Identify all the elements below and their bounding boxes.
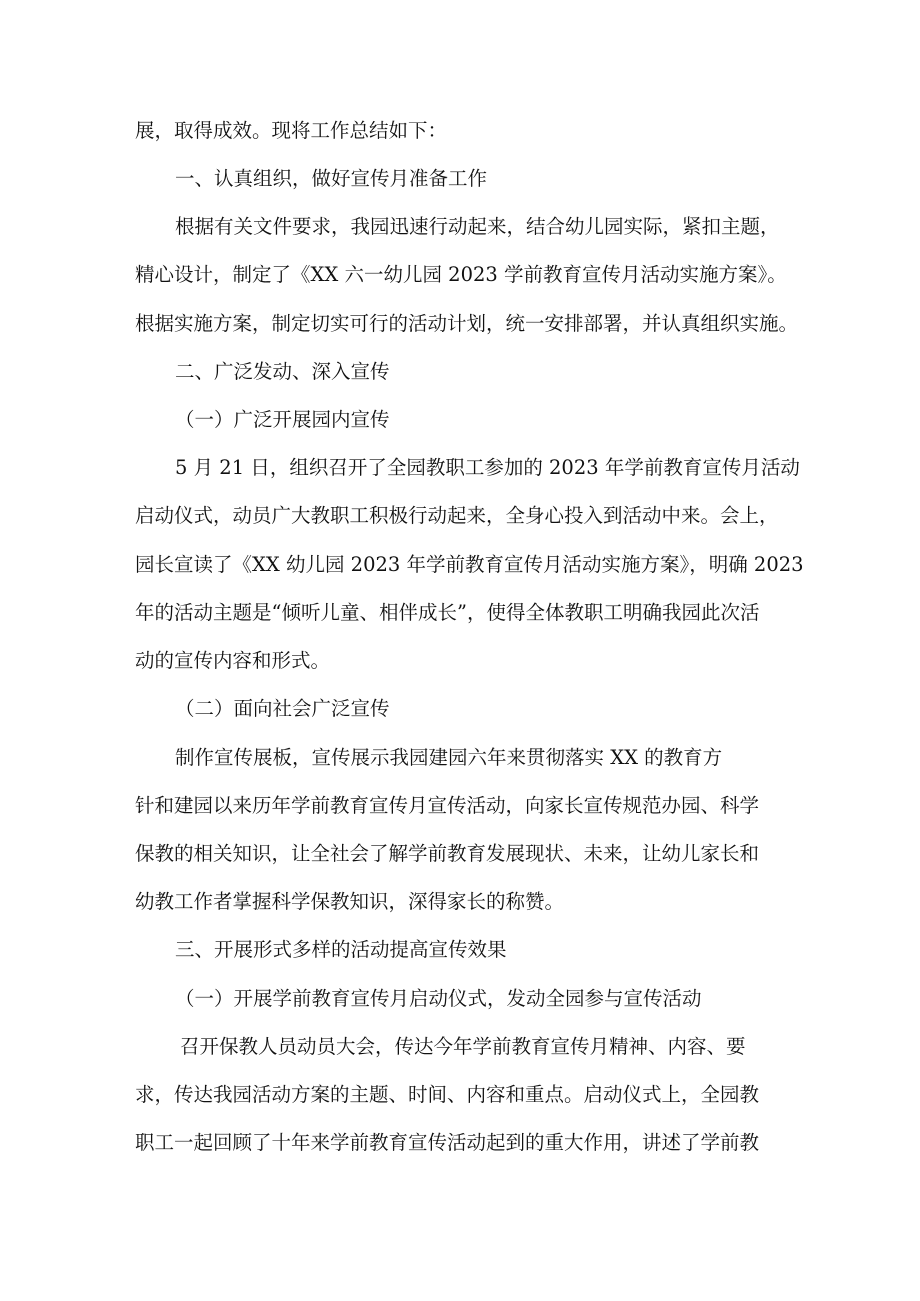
subsection-heading-2: （二）面向社会广泛宣传: [175, 697, 390, 720]
text-line-15: 针和建园以来历年学前教育宣传月宣传活动，向家长宣传规范办园、科学: [135, 794, 760, 817]
text-line-8: 5 月 21 日，组织召开了全园教职工参加的 2023 年学前教育宣传月活动: [175, 456, 800, 479]
text-line-3: 根据有关文件要求，我园迅速行动起来，结合幼儿园实际，紧扣主题，: [175, 215, 780, 238]
text-line-14: 制作宣传展板，宣传展示我园建园六年来贯彻落实 XX 的教育方: [175, 746, 723, 769]
text-line-5: 根据实施方案，制定切实可行的活动计划，统一安排部署，并认真组织实施。: [135, 312, 799, 335]
text-line-22: 职工一起回顾了十年来学前教育宣传活动起到的重大作用，讲述了学前教: [135, 1131, 760, 1154]
text-line-12: 动的宣传内容和形式。: [135, 649, 331, 672]
subsection-heading-1: （一）广泛开展园内宣传: [175, 408, 390, 431]
section-heading-2: 二、广泛发动、深入宣传: [175, 360, 390, 383]
section-heading-3: 三、开展形式多样的活动提高宣传效果: [175, 938, 507, 961]
text-line-11: 年的活动主题是“倾听儿童、相伴成长”，使得全体教职工明确我园此次活: [135, 601, 760, 624]
subsection-heading-3: （一）开展学前教育宣传月启动仪式，发动全园参与宣传活动: [175, 987, 702, 1010]
text-line-10: 园长宣读了《XX 幼儿园 2023 年学前教育宣传月活动实施方案》，明确 2023: [135, 553, 804, 576]
text-line-1: 展，取得成效。现将工作总结如下：: [135, 119, 448, 142]
text-line-17: 幼教工作者掌握科学保教知识，深得家长的称赞。: [135, 890, 565, 913]
text-line-20: 召开保教人员动员大会，传达今年学前教育宣传月精神、内容、要: [180, 1035, 746, 1058]
section-heading-1: 一、认真组织，做好宣传月准备工作: [175, 167, 488, 190]
text-line-16: 保教的相关知识，让全社会了解学前教育发展现状、未来，让幼儿家长和: [135, 842, 760, 865]
text-line-9: 启动仪式，动员广大教职工积极行动起来，全身心投入到活动中来。会上，: [135, 504, 779, 527]
text-line-4: 精心设计，制定了《XX 六一幼儿园 2023 学前教育宣传月活动实施方案》。: [135, 263, 787, 286]
text-line-21: 求，传达我园活动方案的主题、时间、内容和重点。启动仪式上，全园教: [135, 1083, 760, 1106]
